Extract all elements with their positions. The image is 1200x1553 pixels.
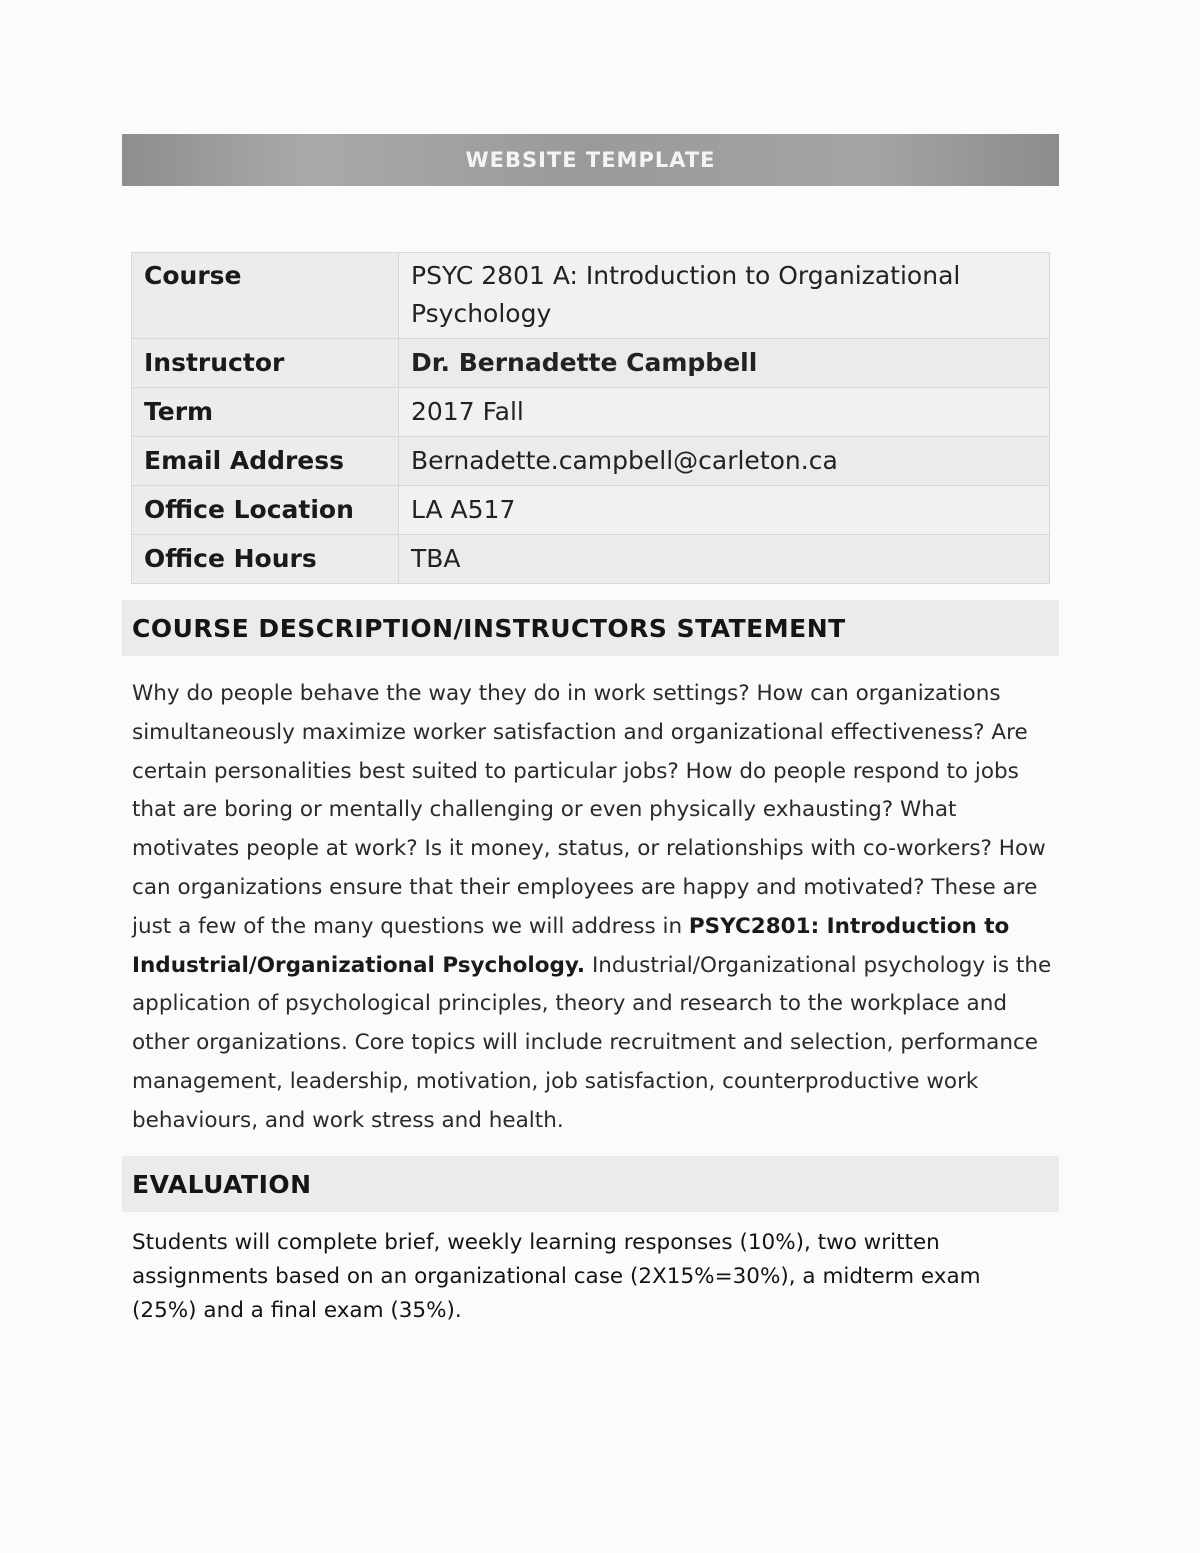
row-label: Office Location <box>132 486 399 535</box>
evaluation-heading: EVALUATION <box>132 1169 312 1199</box>
description-text-after: Industrial/Organizational psychology is the application of psychological principles, theory and research to the workplace and other organizations. Core topics will include recruitment and selection, performance management, leadership, motivation, job satisfaction, counterproductive work behaviours, and work stress and health. <box>132 952 1052 1133</box>
banner-title: WEBSITE TEMPLATE <box>465 148 716 172</box>
course-description-header <box>122 600 1059 656</box>
row-value: Bernadette.campbell@carleton.ca <box>399 437 1050 486</box>
table-row <box>132 388 1050 437</box>
row-value: LA A517 <box>399 486 1050 535</box>
row-value: PSYC 2801 A: Introduction to Organizational Psychology <box>399 253 1050 339</box>
evaluation-header <box>122 1156 1059 1212</box>
table-row <box>132 339 1050 388</box>
description-text-before: Why do people behave the way they do in work settings? How can organizations simultaneously maximize worker satisfaction and organizational effectiveness? Are certain personalities best suited to particular jobs? How do people respond to jobs that are boring or mentally challenging or even physically exhausting? What motivates people at work? Is it money, status, or relationships with co-workers? How can organizations ensure that their employees are happy and motivated? These are just a few of the many questions we will address in <box>132 681 1046 939</box>
row-label: Instructor <box>132 339 399 388</box>
evaluation-text: Students will complete brief, weekly learning responses (10%), two written assignments based on an organizational case (2X15%=30%), a midterm exam (25%) and a final exam (35%). <box>132 1230 981 1323</box>
row-value: TBA <box>399 535 1050 584</box>
row-label: Course <box>132 253 399 339</box>
table-row <box>132 486 1050 535</box>
course-info-table <box>131 252 1050 584</box>
row-label: Email Address <box>132 437 399 486</box>
row-value: Dr. Bernadette Campbell <box>399 339 1050 388</box>
table-row <box>132 253 1050 339</box>
row-value: 2017 Fall <box>399 388 1050 437</box>
row-label: Office Hours <box>132 535 399 584</box>
course-description-heading: COURSE DESCRIPTION/INSTRUCTORS STATEMENT <box>132 613 846 643</box>
course-description-text <box>132 675 1062 1141</box>
table-row <box>132 437 1050 486</box>
template-banner <box>122 134 1059 186</box>
table-row <box>132 535 1050 584</box>
description-text-bold: PSYC2801: Introduction to Industrial/Organizational Psychology. <box>132 913 1010 978</box>
row-label: Term <box>132 388 399 437</box>
